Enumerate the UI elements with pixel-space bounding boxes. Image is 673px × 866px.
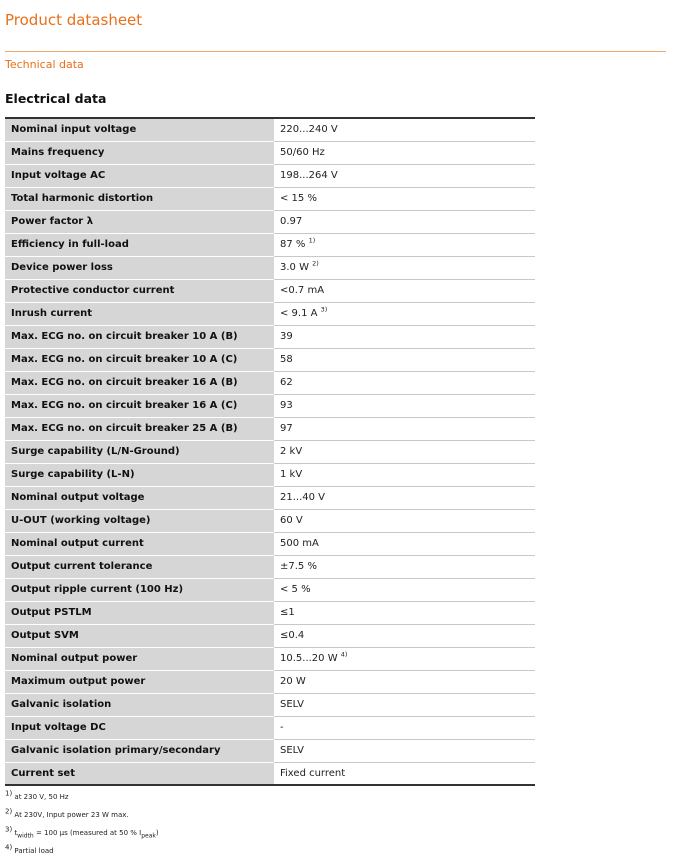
table-row xyxy=(5,164,535,187)
table-row xyxy=(5,762,535,785)
row-value-text: 21...40 V xyxy=(280,492,326,503)
row-label: Output current tolerance xyxy=(5,555,274,578)
row-value xyxy=(274,233,535,256)
table-row xyxy=(5,509,535,532)
row-value-text: ±7.5 % xyxy=(280,561,317,572)
table-row xyxy=(5,739,535,762)
table-row xyxy=(5,532,535,555)
table-row xyxy=(5,256,535,279)
row-value xyxy=(274,555,535,578)
row-label: Current set xyxy=(5,762,274,785)
row-value xyxy=(274,532,535,555)
row-value-text: < 15 % xyxy=(280,193,317,204)
row-label: U-OUT (working voltage) xyxy=(5,509,274,532)
row-value-text: 220...240 V xyxy=(280,124,338,136)
table-row xyxy=(5,463,535,486)
table-row xyxy=(5,486,535,509)
row-value xyxy=(274,302,535,325)
row-value xyxy=(274,509,535,532)
row-value-text: ≤1 xyxy=(280,607,295,618)
row-value-text: 39 xyxy=(280,331,293,342)
row-value-text: 3.0 W xyxy=(280,262,313,273)
row-value xyxy=(274,325,535,348)
footnote-4: $^{4)}$ Partial load xyxy=(5,843,54,855)
row-label: Surge capability (L/N-Ground) xyxy=(5,440,274,463)
table-row xyxy=(5,670,535,693)
row-value-text: SELV xyxy=(280,745,304,756)
row-value xyxy=(274,647,535,670)
row-label: Nominal output current xyxy=(5,532,274,555)
row-value xyxy=(274,417,535,440)
row-value xyxy=(274,716,535,739)
row-value-text: ≤0.4 xyxy=(280,630,305,641)
row-value-text: < 5 % xyxy=(280,584,311,595)
row-value-text: 50/60 Hz xyxy=(280,147,325,158)
row-value-text: 58 xyxy=(280,354,293,365)
footnote-1: $^{1)}$ at 230 V, 50 Hz xyxy=(5,789,69,801)
table-row xyxy=(5,555,535,578)
row-value xyxy=(274,463,535,486)
row-label: Max. ECG no. on circuit breaker 16 A (C) xyxy=(5,394,274,417)
table-row xyxy=(5,141,535,164)
row-value-text: 0.97 xyxy=(280,216,303,227)
row-value-text: Fixed current xyxy=(280,767,346,779)
table-row xyxy=(5,371,535,394)
table-row xyxy=(5,348,535,371)
row-label: Galvanic isolation xyxy=(5,693,274,716)
table-row xyxy=(5,118,535,141)
row-value xyxy=(274,624,535,647)
row-value xyxy=(274,440,535,463)
row-value xyxy=(274,371,535,394)
row-footnote-mark: 3) xyxy=(320,305,328,314)
table-row xyxy=(5,417,535,440)
row-label: Nominal output power xyxy=(5,647,274,670)
section-title: Technical data xyxy=(5,58,84,71)
row-label: Mains frequency xyxy=(5,141,274,164)
table-row xyxy=(5,440,535,463)
row-value-text: 2 kV xyxy=(280,446,303,457)
row-value xyxy=(274,601,535,624)
row-label: Protective conductor current xyxy=(5,279,274,302)
row-value xyxy=(274,256,535,279)
row-value xyxy=(274,187,535,210)
row-value xyxy=(274,739,535,762)
row-label: Maximum output power xyxy=(5,670,274,693)
row-value-text: <0.7 mA xyxy=(280,285,325,296)
row-value xyxy=(274,210,535,233)
row-footnote-mark: 1) xyxy=(308,236,316,245)
row-value xyxy=(274,578,535,601)
row-value-text: 87 % xyxy=(280,239,309,250)
table-row xyxy=(5,302,535,325)
row-label: Power factor λ xyxy=(5,210,274,233)
row-value-text: 10.5...20 W xyxy=(280,653,341,664)
table-row xyxy=(5,279,535,302)
row-label: Galvanic isolation primary/secondary xyxy=(5,739,274,762)
row-label: Efficiency in full-load xyxy=(5,233,274,256)
row-label: Total harmonic distortion xyxy=(5,187,274,210)
footnote-2: $^{2)}$ At 230V, Input power 23 W max. xyxy=(5,807,129,819)
row-value xyxy=(274,670,535,693)
row-label: Input voltage DC xyxy=(5,716,274,739)
row-value xyxy=(274,141,535,164)
row-label: Max. ECG no. on circuit breaker 16 A (B) xyxy=(5,371,274,394)
row-value xyxy=(274,394,535,417)
table-row xyxy=(5,624,535,647)
row-label: Surge capability (L-N) xyxy=(5,463,274,486)
row-value xyxy=(274,762,535,785)
table-row xyxy=(5,716,535,739)
row-value-text: 60 V xyxy=(280,515,303,526)
row-footnote-mark: 2) xyxy=(312,259,319,268)
row-value xyxy=(274,164,535,187)
row-value xyxy=(274,118,535,141)
row-label: Output SVM xyxy=(5,624,274,647)
row-value-text: < 9.1 A xyxy=(280,308,321,319)
table-row xyxy=(5,233,535,256)
table-row xyxy=(5,210,535,233)
electrical-data-heading: Electrical data xyxy=(5,91,107,106)
table-row xyxy=(5,325,535,348)
row-label: Device power loss xyxy=(5,256,274,279)
table-row xyxy=(5,601,535,624)
row-value xyxy=(274,486,535,509)
table-row xyxy=(5,578,535,601)
table-row xyxy=(5,394,535,417)
row-value xyxy=(274,279,535,302)
row-value-text: 97 xyxy=(280,423,293,434)
row-label: Output PSTLM xyxy=(5,601,274,624)
row-value-text: SELV xyxy=(280,699,304,710)
row-label: Nominal input voltage xyxy=(5,118,274,141)
row-label: Max. ECG no. on circuit breaker 25 A (B) xyxy=(5,417,274,440)
table-row xyxy=(5,187,535,210)
footnotes xyxy=(5,788,405,860)
row-value-text: 500 mA xyxy=(280,538,319,549)
row-value-text: 20 W xyxy=(280,676,306,687)
row-label: Input voltage AC xyxy=(5,164,274,187)
row-footnote-mark: 4) xyxy=(340,650,348,659)
row-value-text: 93 xyxy=(280,400,293,411)
footnote-3: $^{3)}$ $t_{width} = 100$ µs (measured at 50 % $I_{peak}$) xyxy=(5,825,159,840)
row-label: Max. ECG no. on circuit breaker 10 A (B) xyxy=(5,325,274,348)
row-value-text: 198...264 V xyxy=(280,170,338,181)
row-value xyxy=(274,693,535,716)
row-value-text: 62 xyxy=(280,377,293,388)
row-value xyxy=(274,348,535,371)
table-row xyxy=(5,693,535,716)
page-title: Product datasheet xyxy=(5,11,143,29)
row-value-text: 1 kV xyxy=(280,469,303,480)
row-value-text: - xyxy=(280,722,284,733)
title-divider xyxy=(5,51,666,52)
row-label: Max. ECG no. on circuit breaker 10 A (C) xyxy=(5,348,274,371)
electrical-data-table xyxy=(5,117,535,786)
row-label: Output ripple current (100 Hz) xyxy=(5,578,274,601)
row-label: Nominal output voltage xyxy=(5,486,274,509)
row-label: Inrush current xyxy=(5,302,274,325)
table-row xyxy=(5,647,535,670)
